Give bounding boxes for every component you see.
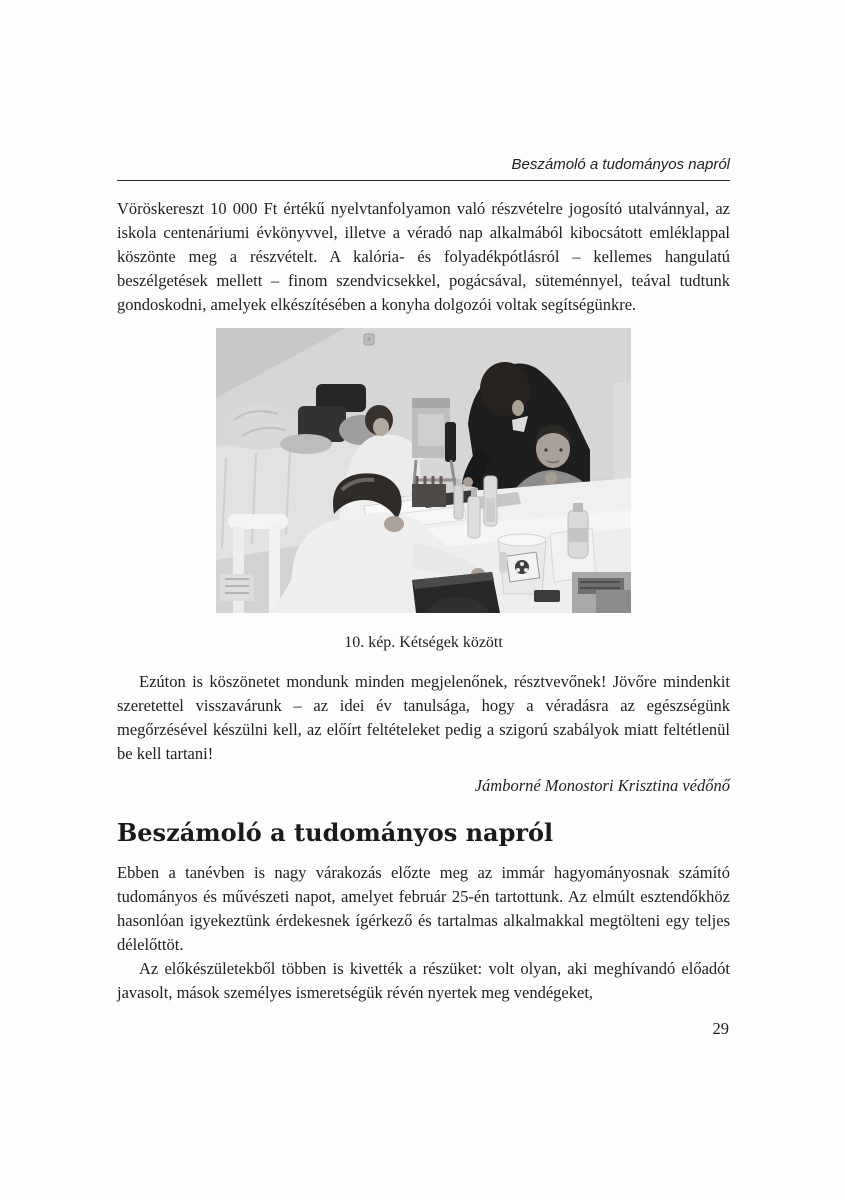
paragraph-thanks-gifts: Vöröskereszt 10 000 Ft értékű nyelvtanfolyamon való részvételre jogosító utalvánnyal, az iskola centenáriumi évkönyvvel, illetve a véradó nap alkalmából kibocsátott emléklappal köszönte meg a részvételt. A kalória- és folyadékpótlásról – kellemes hangulatú beszélgetések mellett – finom szendvicsekkel, pogácsával, süteménnyel, teával tudtunk gondoskodni, amelyek elkészítésében a konyha dolgozói voltak segítségünkre. [117, 199, 730, 314]
section-heading: Beszámoló a tudományos napról [117, 818, 554, 847]
paragraph-thanks-participants: Ezúton is köszönetet mondunk minden megjelenőnek, résztvevőnek! Jövőre mindenkit szeretettel visszavárunk – az idei év tanulsága, hogy a véradásra az egészségünk megőrzésével készülni kell, az előírt feltételeket pedig a szigorú szabályok miatt feltétlenül be kell tartani! [117, 672, 730, 763]
page-number: 29 [712, 1019, 729, 1038]
figure-caption: 10. kép. Kétségek között [344, 634, 503, 651]
text-column [117, 0, 730, 1005]
paragraph-preparations: Az előkészületekből többen is kivették a részüket: volt olyan, aki meghívandó előadót javasolt, mások személyes ismeretségük révén nyertek meg vendégeket, [117, 959, 730, 1002]
paragraph-science-day-intro: Ebben a tanévben is nagy várakozás előzte meg az immár hagyományosnak számító tudományos és művészeti napot, amelyet február 25-én tartottunk. Az elmúlt esztendőkhöz hasonlóan igyekeztünk érdekesnek ígérkező és tartalmas alkalmakkal megtölteni egy teljes délelőttöt. [117, 863, 730, 954]
figure [117, 328, 730, 653]
photo-illustration [216, 328, 631, 613]
running-header: Beszámoló a tudományos napról [117, 0, 730, 181]
photo-blood-donation [216, 328, 631, 613]
signature-author: Jámborné Monostori Krisztina védőnő [474, 776, 730, 795]
